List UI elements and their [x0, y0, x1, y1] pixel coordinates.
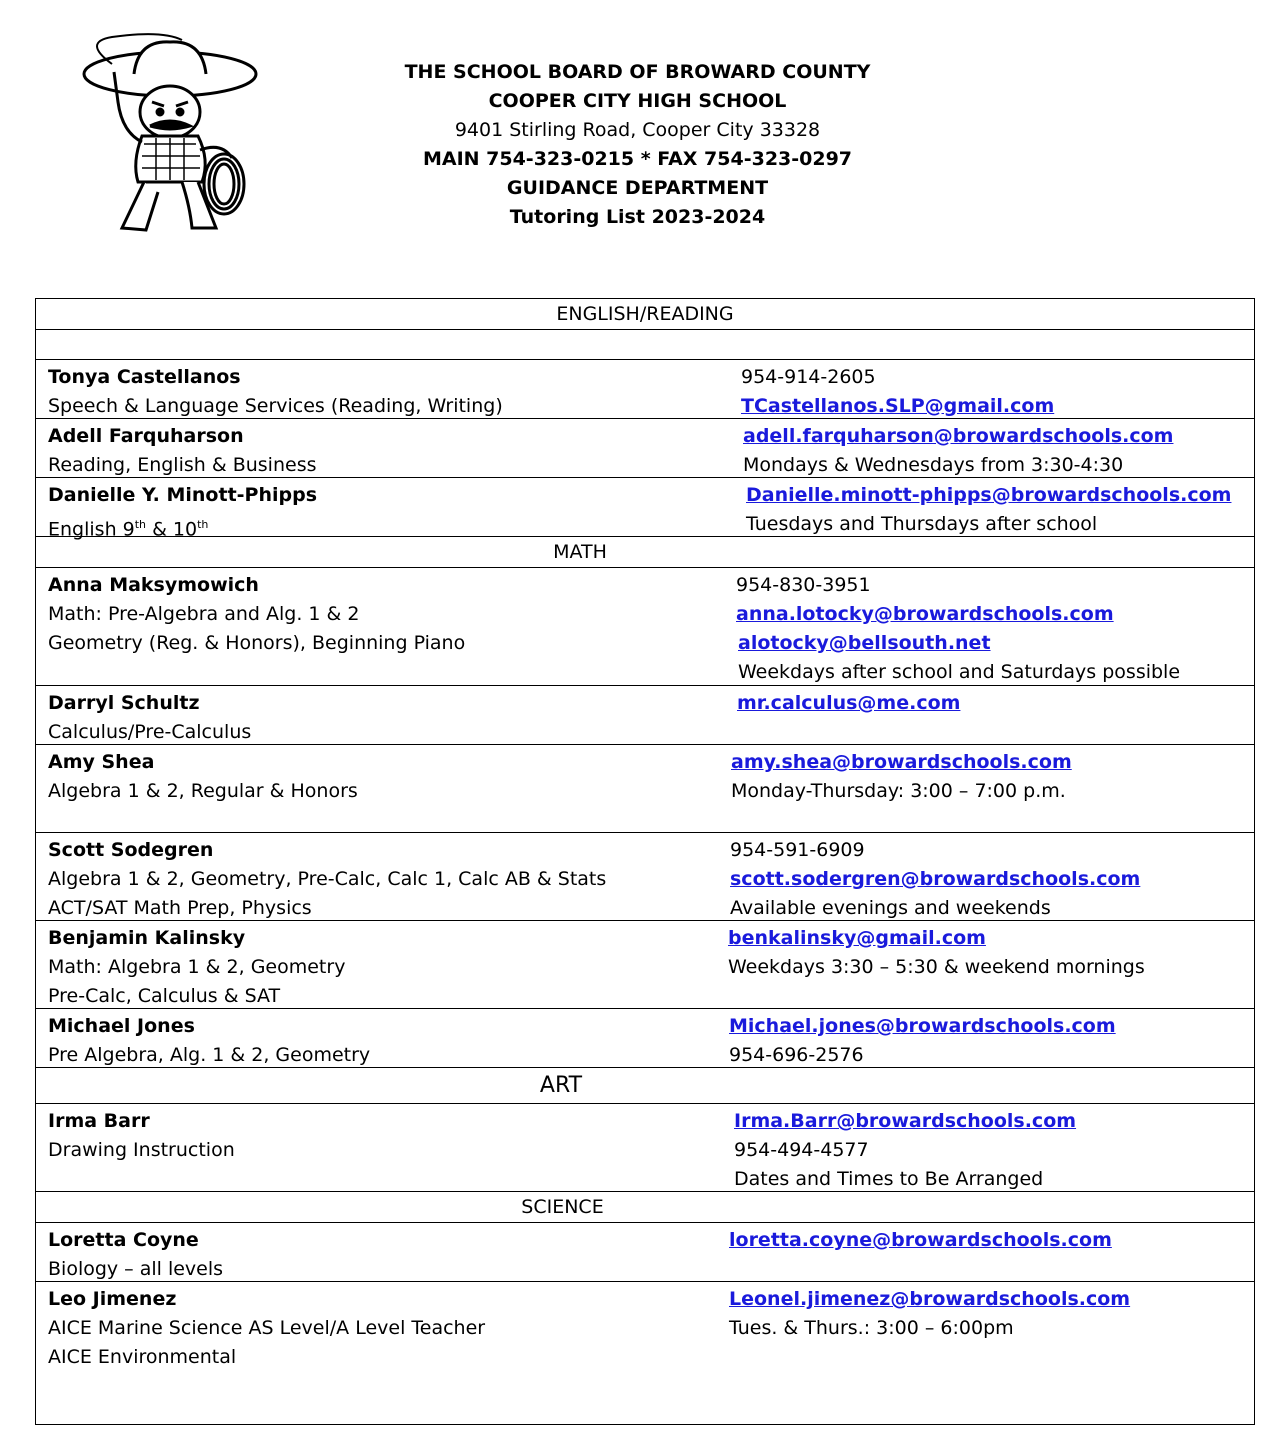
tutor-email-link[interactable]: anna.lotocky@browardschools.com — [736, 603, 1114, 625]
tutor-hours: Monday-Thursday: 3:00 – 7:00 p.m. — [731, 780, 1066, 802]
tutor-email-link[interactable]: mr.calculus@me.com — [737, 692, 961, 714]
tutor-name: Darryl Schultz — [48, 692, 200, 714]
school-board-title: THE SCHOOL BOARD OF BROWARD COUNTY — [404, 61, 871, 83]
tutor-name: Leo Jimenez — [48, 1288, 177, 1310]
table-row — [36, 419, 1254, 478]
letterhead — [330, 58, 945, 232]
tutor-hours: Available evenings and weekends — [730, 897, 1051, 919]
table-row — [36, 1282, 1254, 1427]
section-header-english — [36, 299, 1254, 330]
tutor-name: Benjamin Kalinsky — [48, 927, 246, 949]
tutor-email-link[interactable]: alotocky@bellsouth.net — [738, 632, 991, 654]
table-row — [36, 1223, 1254, 1282]
tutor-subject: Speech & Language Services (Reading, Writing) — [48, 395, 503, 417]
tutor-subject: Biology – all levels — [48, 1258, 224, 1280]
tutor-name: Danielle Y. Minott-Phipps — [48, 484, 318, 506]
tutor-email-link[interactable]: Michael.jones@browardschools.com — [729, 1015, 1116, 1037]
tutor-name: Tonya Castellanos — [48, 366, 241, 388]
section-title: ENGLISH/READING — [556, 303, 734, 325]
document-title: Tutoring List 2023-2024 — [509, 206, 766, 228]
department-name: GUIDANCE DEPARTMENT — [506, 177, 769, 199]
tutor-email-link[interactable]: Danielle.minott-phipps@browardschools.com — [746, 484, 1232, 506]
subject-text: English 9 — [48, 518, 135, 541]
table-row — [36, 745, 1254, 833]
tutor-name: Scott Sodegren — [48, 839, 214, 861]
tutor-email-link[interactable]: loretta.coyne@browardschools.com — [729, 1229, 1112, 1251]
tutor-email-link[interactable]: benkalinsky@gmail.com — [728, 927, 986, 949]
tutor-hours: Weekdays after school and Saturdays possible — [738, 661, 1181, 683]
tutor-subject: Algebra 1 & 2, Geometry, Pre-Calc, Calc 1, Calc AB & Stats — [48, 868, 607, 890]
table-row — [36, 833, 1254, 921]
table-row — [36, 1104, 1254, 1192]
tutor-hours: Weekdays 3:30 – 5:30 & weekend mornings — [728, 956, 1145, 978]
tutor-subject: AICE Marine Science AS Level/A Level Teacher — [48, 1317, 486, 1339]
tutor-email-link[interactable]: adell.farquharson@browardschools.com — [743, 425, 1174, 447]
tutor-email-link[interactable]: amy.shea@browardschools.com — [731, 751, 1072, 773]
tutor-hours: Tues. & Thurs.: 3:00 – 6:00pm — [729, 1317, 1014, 1339]
tutor-hours: Dates and Times to Be Arranged — [734, 1168, 1044, 1190]
section-header-science — [36, 1192, 1254, 1223]
tutor-subject: Math: Pre-Algebra and Alg. 1 & 2 — [48, 603, 360, 625]
subject-text: & 10 — [146, 518, 198, 541]
tutor-subject: ACT/SAT Math Prep, Physics — [48, 897, 312, 919]
tutor-name: Anna Maksymowich — [48, 574, 259, 596]
tutor-subject: Pre-Calc, Calculus & SAT — [48, 985, 281, 1007]
tutor-subject: Pre Algebra, Alg. 1 & 2, Geometry — [48, 1044, 371, 1066]
ordinal-suffix: th — [197, 518, 209, 531]
tutor-subject: Math: Algebra 1 & 2, Geometry — [48, 956, 346, 978]
tutor-phone: 954-830-3951 — [736, 574, 871, 596]
tutor-hours: Tuesdays and Thursdays after school — [746, 513, 1098, 535]
ordinal-suffix: th — [134, 518, 147, 531]
tutor-name: Amy Shea — [48, 751, 155, 773]
tutor-subject: Algebra 1 & 2, Regular & Honors — [48, 780, 358, 802]
section-title: ART — [539, 1073, 583, 1098]
section-header-math — [36, 537, 1254, 568]
empty-row — [36, 330, 1254, 360]
tutor-name: Loretta Coyne — [48, 1229, 199, 1251]
cowboy-mascot-logo — [72, 32, 262, 234]
tutor-email-link[interactable]: Leonel.jimenez@browardschools.com — [729, 1288, 1131, 1310]
section-title: MATH — [553, 541, 607, 563]
table-row — [36, 360, 1254, 419]
tutor-phone: 954-591-6909 — [730, 839, 865, 861]
tutor-phone: 954-696-2576 — [729, 1044, 864, 1066]
tutor-email-link[interactable]: scott.sodergren@browardschools.com — [730, 868, 1141, 890]
tutor-email-link[interactable]: Irma.Barr@browardschools.com — [734, 1110, 1077, 1132]
tutor-subject: Geometry (Reg. & Honors), Beginning Piano — [48, 632, 466, 654]
tutor-phone: 954-914-2605 — [741, 366, 876, 388]
school-name: COOPER CITY HIGH SCHOOL — [488, 90, 787, 112]
tutor-subject: AICE Environmental — [48, 1346, 237, 1368]
tutor-phone: 954-494-4577 — [734, 1139, 869, 1161]
tutor-email-link[interactable]: TCastellanos.SLP@gmail.com — [741, 395, 1055, 417]
table-row — [36, 921, 1254, 1009]
section-title: SCIENCE — [521, 1196, 604, 1218]
table-row — [36, 568, 1254, 686]
school-address: 9401 Stirling Road, Cooper City 33328 — [454, 119, 821, 141]
tutor-name: Irma Barr — [48, 1110, 150, 1132]
table-row — [36, 478, 1254, 541]
phone-fax-line: MAIN 754-323-0215 * FAX 754-323-0297 — [422, 148, 853, 170]
tutor-subject: Drawing Instruction — [48, 1139, 235, 1161]
tutor-name: Adell Farquharson — [48, 425, 244, 447]
table-row — [36, 1009, 1254, 1068]
table-row — [36, 686, 1254, 745]
tutor-subject: Reading, English & Business — [48, 454, 317, 476]
tutor-name: Michael Jones — [48, 1015, 195, 1037]
section-header-art — [36, 1068, 1254, 1104]
tutor-hours: Mondays & Wednesdays from 3:30-4:30 — [743, 454, 1124, 476]
tutor-subject: Calculus/Pre-Calculus — [48, 721, 252, 743]
tutoring-table — [35, 298, 1255, 1425]
